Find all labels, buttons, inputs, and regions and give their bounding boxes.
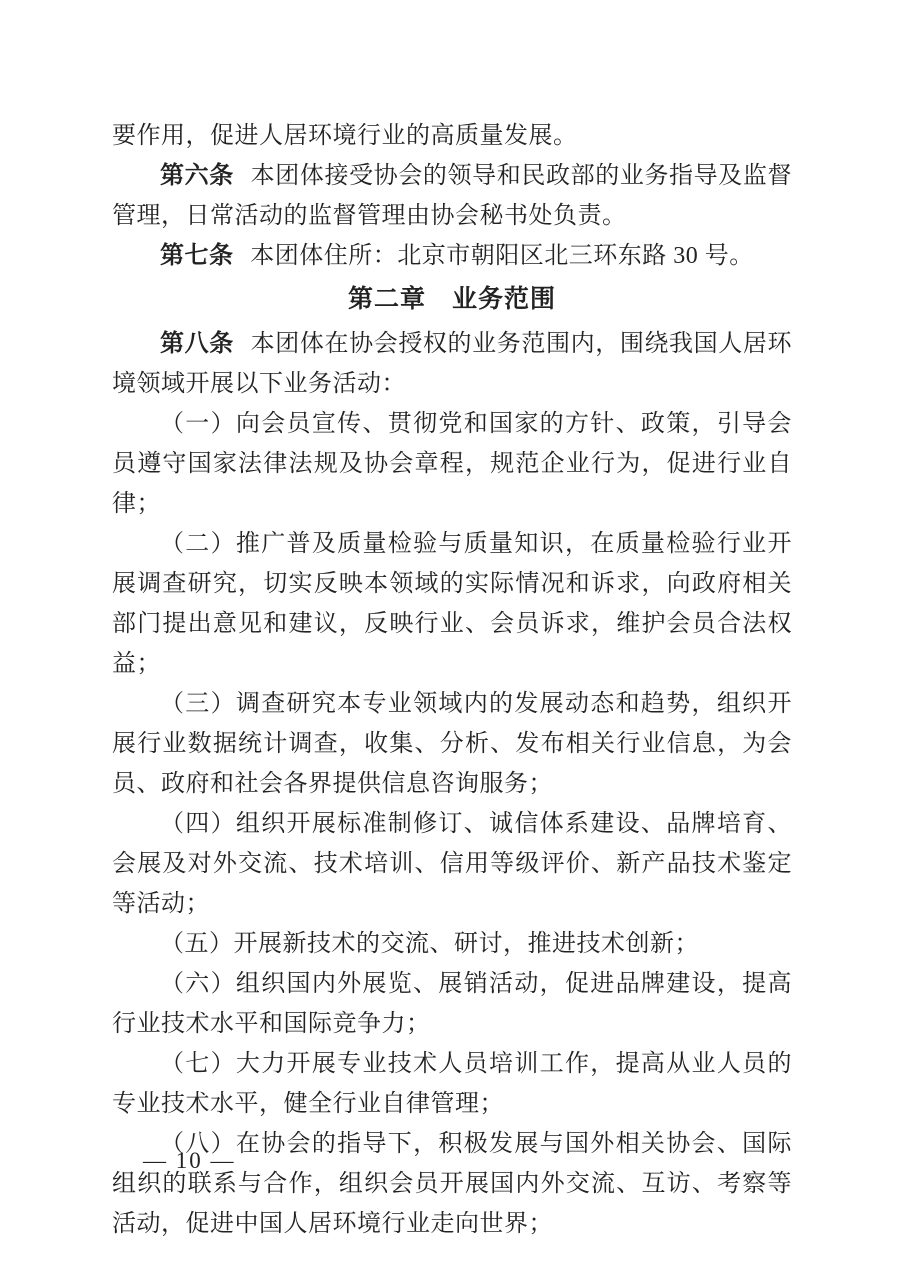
paragraph-continuation: 要作用，促进人居环境行业的高质量发展。: [112, 123, 578, 149]
chapter-2-heading: 第二章 业务范围: [347, 286, 556, 313]
article-6-text: 本团体接受协会的领导和民政部的业务指导及监督管理，日常活动的监督管理由协会秘书处负责。: [112, 163, 793, 229]
article-6-label: 第六条: [160, 163, 234, 189]
article-6-paragraph: [112, 156, 792, 236]
article-8-label: 第八条: [160, 331, 234, 357]
business-item-6: （六）组织国内外展览、展销活动，促进品牌建设，提高行业技术水平和国际竞争力；: [112, 971, 792, 1037]
page-footer: [143, 1146, 236, 1176]
article-7-label: 第七条: [160, 243, 234, 269]
page-number: — 10 —: [143, 1148, 236, 1173]
business-item-5: （五）开展新技术的交流、研讨，推进技术创新；: [160, 931, 699, 957]
business-item-4: （四）组织开展标准制修订、诚信体系建设、品牌培育、会展及对外交流、技术培训、信用等级评价、新产品技术鉴定等活动；: [112, 811, 792, 917]
article-7-paragraph: [112, 236, 792, 276]
business-item-3: （三）调查研究本专业领域内的发展动态和趋势，组织开展行业数据统计调查，收集、分析、发布相关行业信息，为会员、政府和社会各界提供信息咨询服务；: [112, 691, 792, 797]
business-item-8: （八）在协会的指导下，积极发展与国外相关协会、国际组织的联系与合作，组织会员开展国内外交流、互访、考察等活动，促进中国人居环境行业走向世界；: [112, 1131, 792, 1237]
business-item-2: （二）推广普及质量检验与质量知识，在质量检验行业开展调查研究，切实反映本领域的实际情况和诉求，向政府相关部门提出意见和建议，反映行业、会员诉求，维护会员合法权益；: [112, 531, 792, 677]
article-7-text: 本团体住所：北京市朝阳区北三环东路 30 号。: [250, 243, 754, 269]
article-8-text: 本团体在协会授权的业务范围内，围绕我国人居环境领域开展以下业务活动：: [112, 331, 793, 397]
business-item-7: （七）大力开展专业技术人员培训工作，提高从业人员的专业技术水平，健全行业自律管理；: [112, 1051, 792, 1117]
business-item-1: （一）向会员宣传、贯彻党和国家的方针、政策，引导会员遵守国家法律法规及协会章程，规范企业行为，促进行业自律；: [112, 411, 792, 517]
article-8-paragraph: [112, 324, 792, 404]
